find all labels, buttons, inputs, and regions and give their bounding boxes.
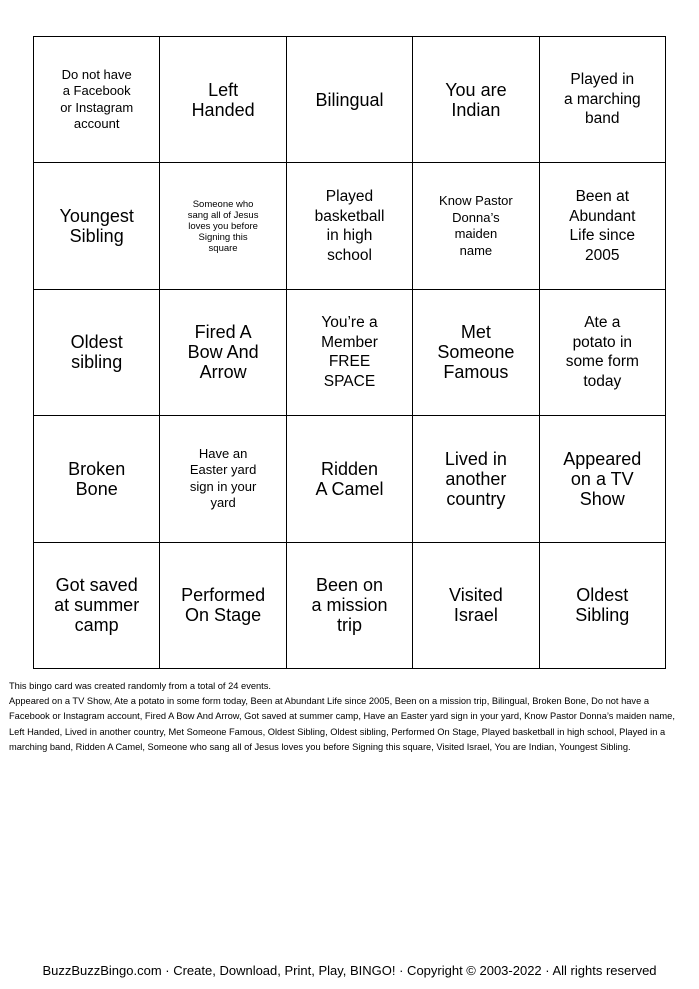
bingo-cell (34, 163, 160, 289)
bingo-cell (287, 163, 413, 289)
cell-text: Left Handed (191, 79, 255, 120)
cell-text: Broken Bone (68, 458, 126, 499)
bingo-cell (160, 290, 286, 416)
cell-text: Been at Abundant Life since 2005 (569, 188, 636, 264)
bingo-cell (540, 416, 666, 542)
card-notes (9, 679, 691, 755)
bingo-cell (540, 163, 666, 289)
cell-text: Oldest sibling (70, 332, 123, 373)
bingo-cell (160, 37, 286, 163)
cell-text: Visited Israel (449, 585, 503, 626)
bingo-cell (540, 290, 666, 416)
cell-text: Do not have a Facebook or Instagram account (60, 66, 134, 132)
cell-text: Fired A Bow And Arrow (187, 322, 259, 383)
bingo-cell (34, 37, 160, 163)
cell-text: Ridden A Camel (315, 458, 384, 499)
bingo-cell (540, 543, 666, 669)
free-space-cell (287, 290, 413, 416)
cell-text: Performed On Stage (181, 585, 266, 626)
cell-text: Bilingual (315, 89, 384, 110)
bingo-cell (287, 543, 413, 669)
bingo-cell (34, 543, 160, 669)
bingo-cell (287, 37, 413, 163)
bingo-cell (160, 543, 286, 669)
cell-text: Got saved at summer camp (54, 575, 140, 636)
cell-text: Appeared on a TV Show (563, 448, 642, 509)
events-list: Appeared on a TV Show, Ate a potato in some form today, Been at Abundant Life since 2005, Been on a mission trip, Bilingual, Broken Bone, Do not have a Facebook or Instagram account, Fired A Bow And Arrow, Got saved at summer camp, Have an Easter yard sign in your yard, Know Pastor Donna’s maiden name, Left Handed, Lived in another country, Met Someone Famous, Oldest Sibling, Oldest sibling, Performed On Stage, Played basketball in high school, Played in a marching band, Ridden A Camel, Someone who sang all of Jesus loves you before Signing this square, Visited Israel, You are Indian, Youngest Sibling. (9, 696, 675, 752)
cell-text: Been on a mission trip (311, 575, 388, 636)
bingo-cell (413, 543, 539, 669)
cell-text: Ate a potato in some form today (565, 314, 639, 390)
cell-text: Have an Easter yard sign in your yard (189, 445, 257, 511)
bingo-cell (413, 37, 539, 163)
bingo-cell (413, 416, 539, 542)
cell-text: Played in a marching band (563, 71, 641, 128)
cell-text: Played basketball in high school (314, 188, 385, 264)
cell-text: Oldest Sibling (575, 585, 630, 626)
cell-text: You are Indian (445, 79, 507, 120)
cell-text: You’re a Member FREE SPACE (321, 314, 378, 390)
cell-text: Lived in another country (444, 448, 507, 509)
bingo-cell (287, 416, 413, 542)
bingo-card-grid (33, 36, 666, 669)
cell-text: Youngest Sibling (59, 206, 134, 247)
footer-copyright: BuzzBuzzBingo.com · Create, Download, Print, Play, BINGO! · Copyright © 2003-2022 · All rights reserved (42, 963, 657, 978)
bingo-cell (413, 163, 539, 289)
cell-text: Someone who sang all of Jesus loves you before Signing this square (187, 198, 259, 254)
bingo-cell (34, 416, 160, 542)
bingo-cell (34, 290, 160, 416)
bingo-cell (540, 37, 666, 163)
cell-text: Know Pastor Donna’s maiden name (439, 193, 513, 258)
cell-text: Met Someone Famous (437, 322, 515, 383)
bingo-cell (413, 290, 539, 416)
bingo-cell (160, 163, 286, 289)
bingo-cell (160, 416, 286, 542)
card-summary: This bingo card was created randomly from a total of 24 events. (9, 681, 271, 691)
